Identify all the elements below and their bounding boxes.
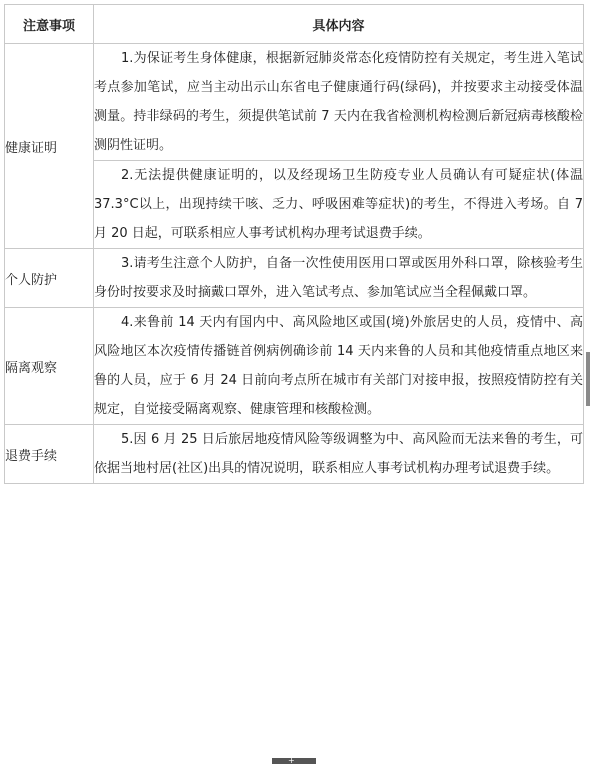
content-cell-4 [94, 308, 584, 425]
table-row-protection [5, 249, 584, 308]
notice-table [4, 4, 584, 484]
content-cell-3 [94, 249, 584, 308]
row-label-quarantine: 隔离观察 [5, 308, 94, 425]
content-text-4: 4.来鲁前 14 天内有国内中、高风险地区或国(境)外旅居史的人员，疫情中、高风险地区本次疫情传播链首例病例确诊前 14 天内来鲁的人员和其他疫情重点地区来鲁的人员，应于 6 月 24 日前向考点所在城市有关部门对接申报，按照疫情防控有关规定，自觉接受隔离观察、健康管理和核酸检测。 [94, 315, 583, 417]
table-header-row [5, 5, 584, 44]
bottom-toolbar-tab[interactable] [272, 758, 316, 764]
content-text-5: 5.因 6 月 25 日后旅居地疫情风险等级调整为中、高风险而无法来鲁的考生，可依据当地村居(社区)出具的情况说明，联系相应人事考试机构办理考试退费手续。 [94, 432, 583, 476]
plus-icon: + [288, 756, 295, 765]
content-cell-2 [94, 161, 584, 249]
header-col-item: 注意事项 [5, 5, 94, 44]
content-cell-5 [94, 425, 584, 484]
content-text-3: 3.请考生注意个人防护，自备一次性使用医用口罩或医用外科口罩，除核验考生身份时按要求及时摘戴口罩外，进入笔试考点、参加笔试应当全程佩戴口罩。 [94, 256, 583, 300]
row-label-refund: 退费手续 [5, 425, 94, 484]
row-label-protection: 个人防护 [5, 249, 94, 308]
header-col-content: 具体内容 [94, 5, 584, 44]
table-row-quarantine [5, 308, 584, 425]
table-row-refund [5, 425, 584, 484]
content-cell-1 [94, 44, 584, 161]
scrollbar-thumb[interactable] [586, 352, 590, 406]
table-row-health [5, 44, 584, 161]
content-text-1: 1.为保证考生身体健康，根据新冠肺炎常态化疫情防控有关规定，考生进入笔试考点参加笔试，应当主动出示山东省电子健康通行码(绿码)，并按要求主动接受体温测量。持非绿码的考生，须提供笔试前 7 天内在我省检测机构检测后新冠病毒核酸检测阴性证明。 [94, 51, 583, 153]
content-text-2: 2.无法提供健康证明的，以及经现场卫生防疫专业人员确认有可疑症状(体温 37.3°C以上，出现持续干咳、乏力、呼吸困难等症状)的考生，不得进入考场。自 7 月 20 日起，可联系相应人事考试机构办理考试退费手续。 [94, 168, 583, 241]
row-label-health: 健康证明 [5, 44, 94, 249]
